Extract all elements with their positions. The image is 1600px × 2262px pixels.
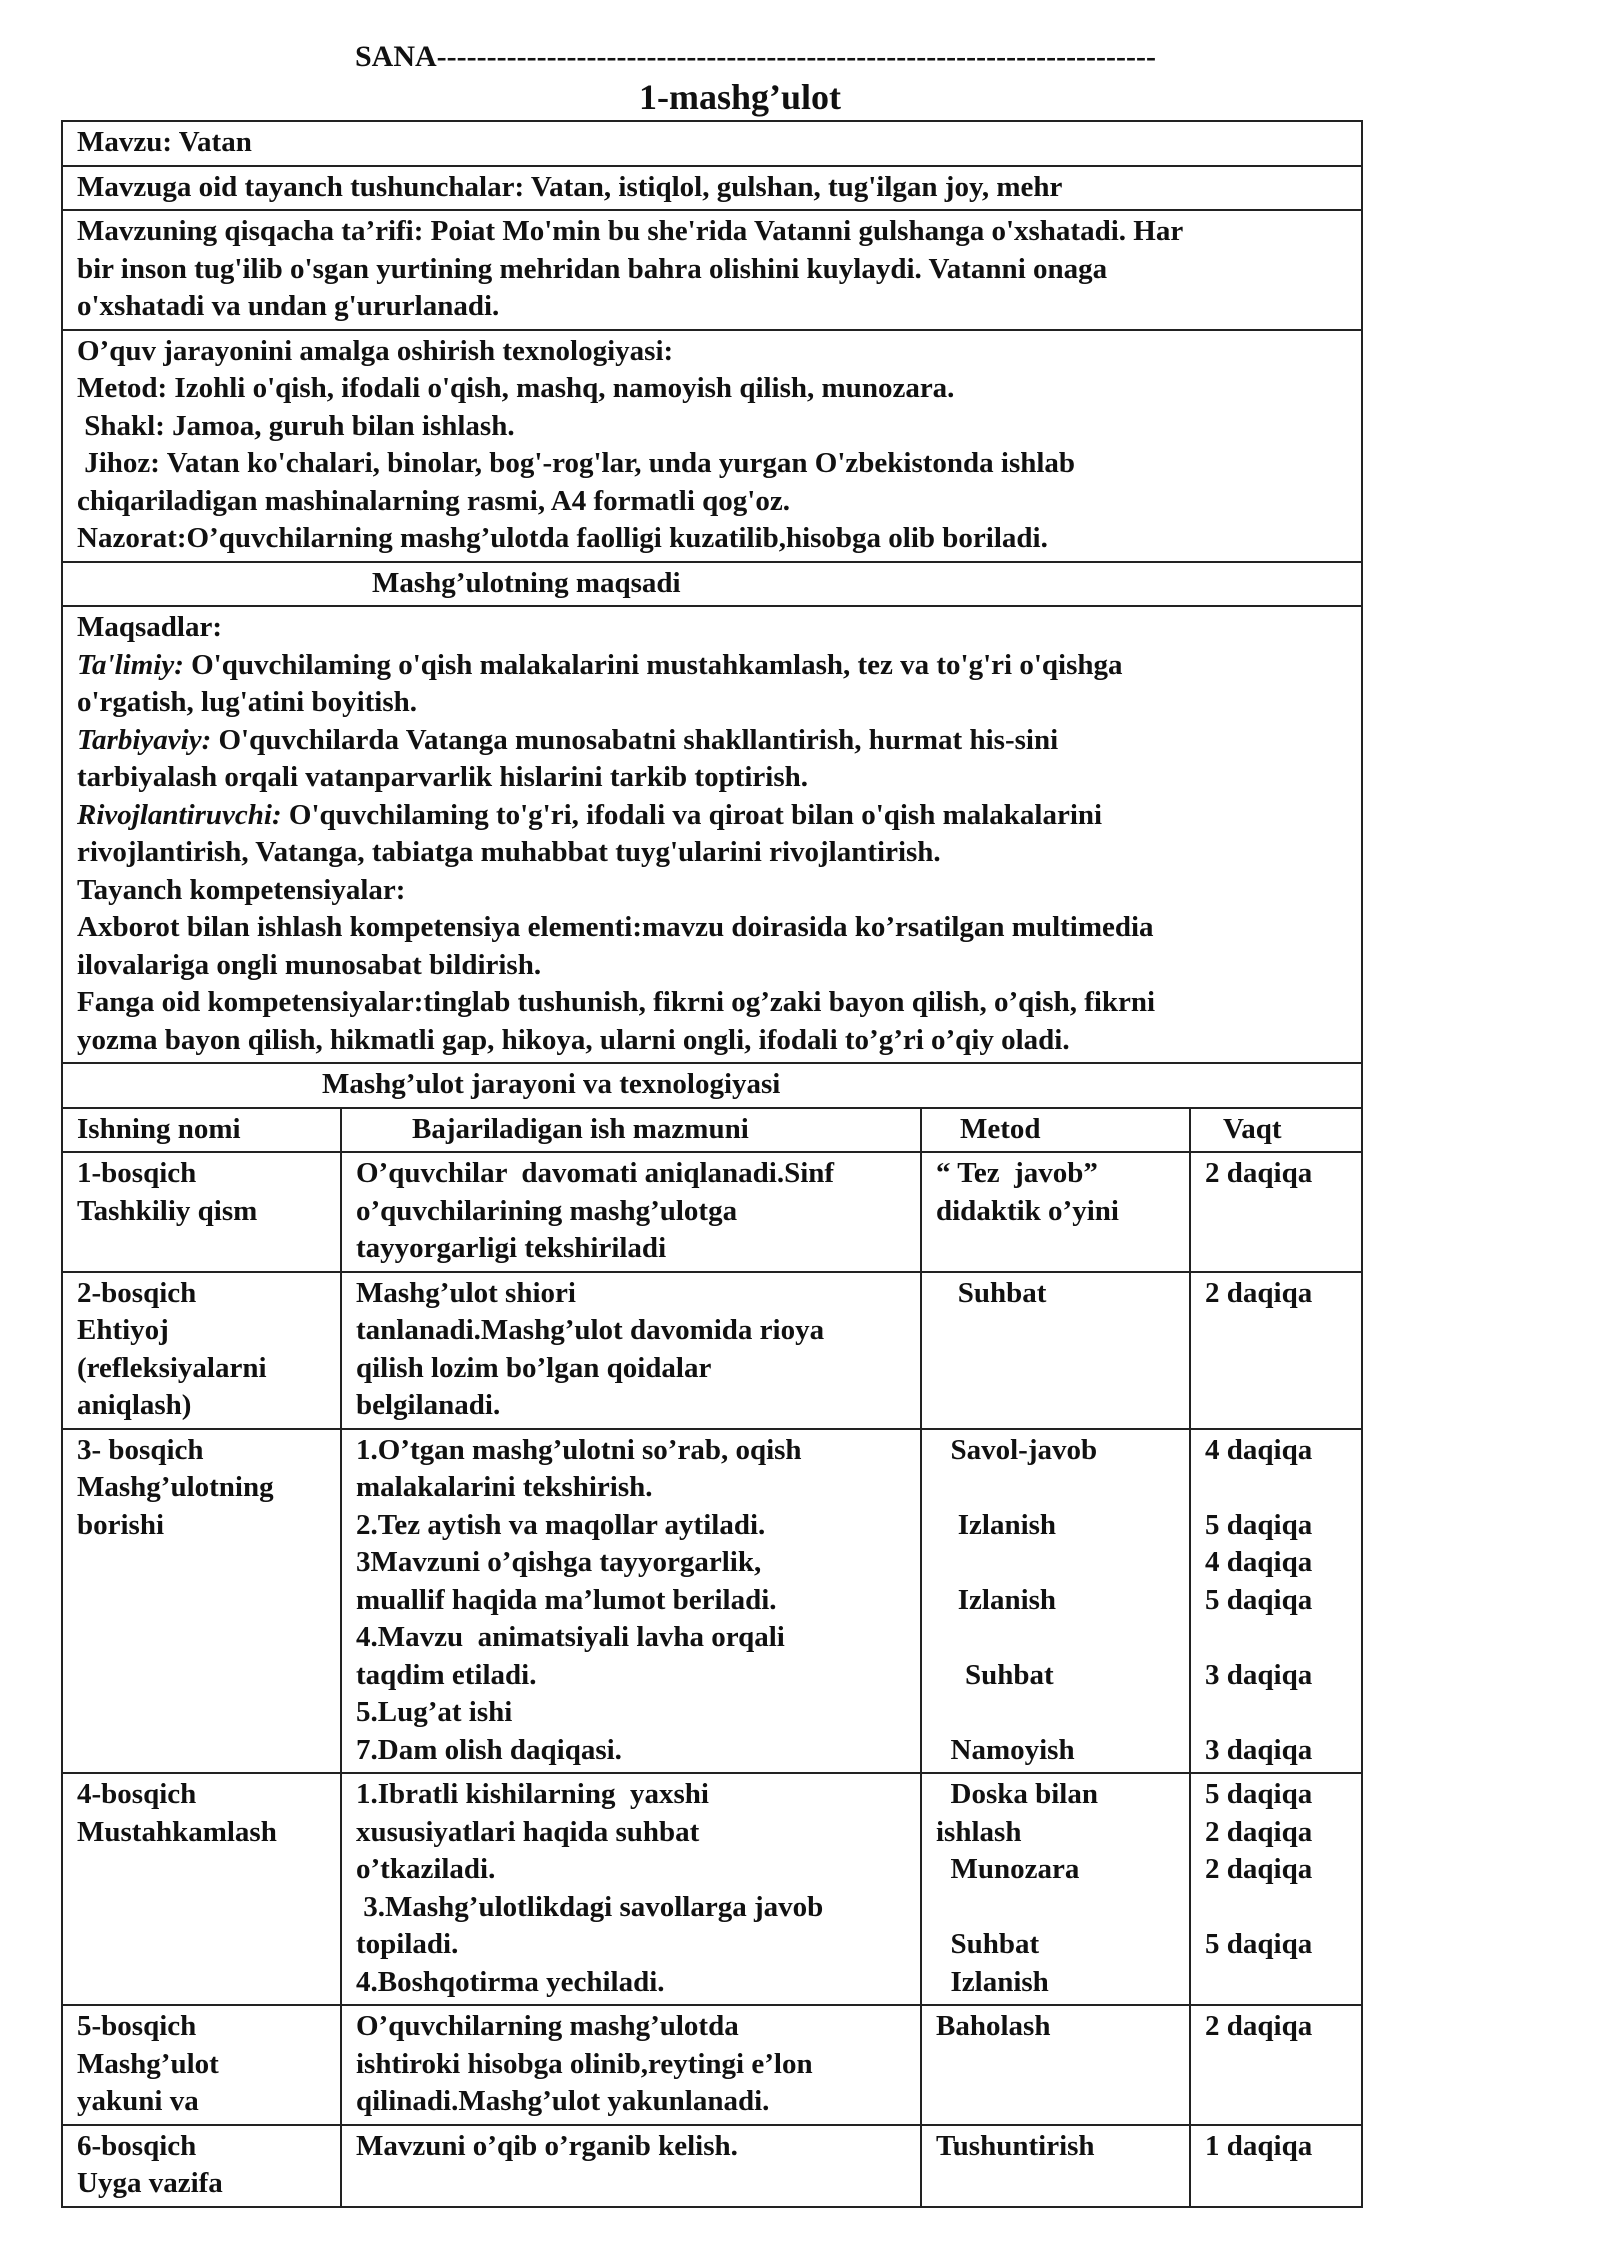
cell-line: 3Mavzuni o’qishga tayyorgarlik, bbox=[356, 1546, 762, 1578]
cell-line: 2 daqiqa bbox=[1205, 1276, 1313, 1309]
cell-line: 5-bosqich bbox=[77, 2010, 197, 2042]
key-concepts-row bbox=[63, 167, 1361, 212]
cell-line: 2.Tez aytish va maqollar aytiladi. bbox=[356, 1508, 766, 1541]
cell-line: 7.Dam olish daqiqasi. bbox=[356, 1733, 622, 1766]
cell-line: belgilanadi. bbox=[356, 1389, 501, 1421]
cell-line: ishlash bbox=[936, 1815, 1022, 1848]
table-row bbox=[63, 1773, 1361, 2005]
cell-line: 1 daqiqa bbox=[1205, 2129, 1313, 2162]
content-cell bbox=[341, 2005, 921, 2125]
cell-line: 4.Mavzu animatsiyali lavha orqali bbox=[356, 1621, 785, 1653]
time-cell bbox=[1190, 1773, 1361, 2005]
cell-line: 3 daqiqa bbox=[1205, 1658, 1313, 1691]
stage-cell bbox=[63, 1272, 341, 1429]
cell-line bbox=[1205, 1694, 1347, 1732]
cell-line: 5 daqiqa bbox=[1205, 1583, 1313, 1616]
cell-line: qilish lozim bo’lgan qoidalar bbox=[356, 1351, 712, 1384]
cell-line: ishtiroki hisobga olinib,reytingi e’lon bbox=[356, 2047, 813, 2080]
column-header-time: Vaqt bbox=[1190, 1109, 1361, 1153]
topic-text: Mavzu: Vatan bbox=[77, 126, 252, 158]
date-line: SANA------------------------------------------------------------------------ bbox=[355, 40, 1156, 73]
cell-line: Mashg’ulot bbox=[77, 2047, 219, 2080]
cell-line: Mustahkamlash bbox=[77, 1815, 277, 1848]
cell-line: Izlanish bbox=[936, 1583, 1057, 1616]
table-row bbox=[63, 1429, 1361, 1774]
column-header-stage: Ishning nomi bbox=[63, 1109, 341, 1153]
cell-line bbox=[1205, 1469, 1347, 1507]
subject-competency: Fanga oid kompetensiyalar:tinglab tushunish, fikrni og’zaki bayon qilish, o’qish, fikrni bbox=[77, 986, 1156, 1018]
cell-line bbox=[1205, 1619, 1347, 1657]
cell-line bbox=[1205, 1964, 1347, 2002]
cell-line: Mashg’ulot shiori bbox=[356, 1276, 576, 1309]
upbringing-objective-cont: tarbiyalash orqali vatanparvarlik hislarini tarkib toptirish. bbox=[77, 761, 809, 793]
cell-line: Namoyish bbox=[936, 1733, 1075, 1766]
technology-line: Jihoz: Vatan ko'chalari, binolar, bog'-rog'lar, unda yurgan O'zbekistonda ishlab bbox=[77, 447, 1076, 479]
cell-line: aniqlash) bbox=[77, 1389, 192, 1421]
cell-line: malakalarini tekshirish. bbox=[356, 1471, 653, 1503]
cell-line: Izlanish bbox=[936, 1508, 1057, 1541]
cell-line: Uyga vazifa bbox=[77, 2167, 223, 2199]
process-table bbox=[63, 1109, 1361, 2206]
cell-line: qilinadi.Mashg’ulot yakunlanadi. bbox=[356, 2085, 770, 2117]
cell-line bbox=[936, 1889, 1175, 1927]
cell-line: 4 daqiqa bbox=[1205, 1433, 1313, 1466]
cell-line: 2 daqiqa bbox=[1205, 1853, 1313, 1885]
content-cell bbox=[341, 1272, 921, 1429]
cell-line: 5 daqiqa bbox=[1205, 1778, 1313, 1810]
table-header-row bbox=[63, 1109, 1361, 1153]
cell-line: Suhbat bbox=[936, 1928, 1040, 1960]
column-header-method: Metod bbox=[921, 1109, 1190, 1153]
educational-text: O'quvchilaming o'qish malakalarini mustahkamlash, tez va to'g'ri o'qishga bbox=[183, 648, 1123, 681]
cell-line: Baholash bbox=[936, 2010, 1051, 2042]
cell-line: Savol-javob bbox=[936, 1433, 1098, 1466]
content-cell bbox=[341, 1773, 921, 2005]
content-cell bbox=[341, 1152, 921, 1272]
cell-line: xususiyatlari haqida suhbat bbox=[356, 1815, 700, 1848]
cell-line: Mashg’ulotning bbox=[77, 1471, 274, 1503]
cell-line: 1.O’tgan mashg’ulotni so’rab, oqish bbox=[356, 1433, 802, 1466]
subject-competency-cont: yozma bayon qilish, hikmatli gap, hikoya, ularni ongli, ifodali to’g’ri o’qiy oladi. bbox=[77, 1023, 1070, 1056]
cell-line: O’quvchilar davomati aniqlanadi.Sinf bbox=[356, 1157, 835, 1189]
information-competency-cont: ilovalariga ongli munosabat bildirish. bbox=[77, 948, 542, 981]
developmental-objective bbox=[77, 797, 1347, 835]
cell-line: 5.Lug’at ishi bbox=[356, 1696, 513, 1728]
cell-line: 2-bosqich bbox=[77, 1276, 197, 1309]
cell-line: Tashkiliy qism bbox=[77, 1194, 258, 1227]
cell-line: O’quvchilarning mashg’ulotda bbox=[356, 2010, 739, 2042]
time-cell bbox=[1190, 1429, 1361, 1774]
cell-line: 5 daqiqa bbox=[1205, 1508, 1313, 1541]
upbringing-label: Tarbiyaviy: bbox=[77, 723, 212, 756]
cell-line bbox=[1205, 1889, 1347, 1927]
technology-row bbox=[63, 331, 1361, 563]
stage-cell bbox=[63, 1152, 341, 1272]
cell-line: Suhbat bbox=[936, 1276, 1047, 1309]
cell-line: 2 daqiqa bbox=[1205, 1815, 1313, 1848]
cell-line: 3 daqiqa bbox=[1205, 1733, 1313, 1766]
goal-heading: Mashg’ulotning maqsadi bbox=[372, 566, 681, 599]
information-competency: Axborot bilan ishlash kompetensiya elementi:mavzu doirasida ko’rsatilgan multimedia bbox=[77, 911, 1154, 943]
method-cell bbox=[921, 2125, 1190, 2206]
cell-line: 2 daqiqa bbox=[1205, 1157, 1313, 1189]
cell-line: 4 daqiqa bbox=[1205, 1546, 1313, 1578]
cell-line: (refleksiyalarni bbox=[77, 1351, 267, 1384]
goal-heading-row bbox=[63, 563, 1361, 608]
process-heading-row bbox=[63, 1064, 1361, 1109]
table-row bbox=[63, 1152, 1361, 1272]
developmental-text: O'quvchilaming to'g'ri, ifodali va qiroat bilan o'qish malakalarini bbox=[281, 798, 1103, 831]
cell-line bbox=[936, 1469, 1175, 1507]
cell-line: tayyorgarligi tekshiriladi bbox=[356, 1232, 667, 1264]
technology-line: Nazorat:O’quvchilarning mashg’ulotda faolligi kuzatilib,hisobga olib boriladi. bbox=[77, 522, 1048, 554]
method-cell bbox=[921, 2005, 1190, 2125]
cell-line: muallif haqida ma’lumot beriladi. bbox=[356, 1583, 777, 1616]
cell-line: 4-bosqich bbox=[77, 1778, 197, 1810]
method-cell bbox=[921, 1152, 1190, 1272]
cell-line: 4.Boshqotirma yechiladi. bbox=[356, 1965, 665, 1998]
topic-summary-row bbox=[63, 211, 1361, 331]
process-table-body bbox=[63, 1109, 1361, 2206]
cell-line: 6-bosqich bbox=[77, 2129, 197, 2162]
method-cell bbox=[921, 1773, 1190, 2005]
cell-line: “ Tez javob” bbox=[936, 1157, 1098, 1189]
lesson-plan-table bbox=[61, 120, 1363, 2208]
technology-line: Shakl: Jamoa, guruh bilan ishlash. bbox=[77, 409, 515, 442]
stage-cell bbox=[63, 1773, 341, 2005]
method-cell bbox=[921, 1429, 1190, 1774]
cell-line: 3- bosqich bbox=[77, 1433, 204, 1466]
technology-line: chiqariladigan mashinalarning rasmi, A4 formatli qog'oz. bbox=[77, 484, 790, 517]
upbringing-objective bbox=[77, 722, 1347, 760]
cell-line: Izlanish bbox=[936, 1965, 1049, 1998]
educational-objective-cont: o'rgatish, lug'atini boyitish. bbox=[77, 686, 418, 718]
table-row bbox=[63, 1272, 1361, 1429]
developmental-label: Rivojlantiruvchi: bbox=[77, 798, 282, 831]
content-cell bbox=[341, 2125, 921, 2206]
objectives-heading: Maqsadlar: bbox=[77, 611, 222, 643]
content-cell bbox=[341, 1429, 921, 1774]
stage-cell bbox=[63, 2005, 341, 2125]
summary-line: Mavzuning qisqacha ta’rifi: Poiat Mo'min bu she'rida Vatanni gulshanga o'xshatadi. Har bbox=[77, 215, 1184, 247]
time-cell bbox=[1190, 2005, 1361, 2125]
summary-line: bir inson tug'ilib o'sgan yurtining mehridan bahra olishini kuylaydi. Vatanni onaga bbox=[77, 252, 1108, 285]
cell-line bbox=[936, 1619, 1175, 1657]
cell-line: Ehtiyoj bbox=[77, 1314, 169, 1346]
cell-line: tanlanadi.Mashg’ulot davomida rioya bbox=[356, 1314, 825, 1346]
cell-line: 2 daqiqa bbox=[1205, 2010, 1313, 2042]
table-row bbox=[63, 2005, 1361, 2125]
cell-line: 1.Ibratli kishilarning yaxshi bbox=[356, 1778, 709, 1810]
cell-line: o’tkaziladi. bbox=[356, 1853, 496, 1885]
time-cell bbox=[1190, 2125, 1361, 2206]
cell-line: 5 daqiqa bbox=[1205, 1928, 1313, 1960]
technology-line: Metod: Izohli o'qish, ifodali o'qish, mashq, namoyish qilish, munozara. bbox=[77, 372, 955, 404]
cell-line: Munozara bbox=[936, 1853, 1080, 1885]
time-cell bbox=[1190, 1152, 1361, 1272]
time-cell bbox=[1190, 1272, 1361, 1429]
cell-line: taqdim etiladi. bbox=[356, 1658, 537, 1691]
cell-line: Tushuntirish bbox=[936, 2129, 1095, 2162]
cell-line: 3.Mashg’ulotlikdagi savollarga javob bbox=[356, 1890, 824, 1923]
stage-cell bbox=[63, 2125, 341, 2206]
cell-line bbox=[936, 1694, 1175, 1732]
column-header-content: Bajariladigan ish mazmuni bbox=[341, 1109, 921, 1153]
technology-line: O’quv jarayonini amalga oshirish texnologiyasi: bbox=[77, 334, 674, 367]
competencies-heading: Tayanch kompetensiyalar: bbox=[77, 873, 406, 906]
key-concepts-text: Mavzuga oid tayanch tushunchalar: Vatan, istiqlol, gulshan, tug'ilgan joy, mehr bbox=[77, 170, 1063, 203]
stage-cell bbox=[63, 1429, 341, 1774]
summary-line: o'xshatadi va undan g'ururlanadi. bbox=[77, 290, 500, 322]
cell-line: Suhbat bbox=[936, 1658, 1054, 1691]
table-row bbox=[63, 2125, 1361, 2206]
cell-line: topiladi. bbox=[356, 1928, 459, 1960]
cell-line: didaktik o’yini bbox=[936, 1194, 1119, 1227]
cell-line: Mavzuni o’qib o’rganib kelish. bbox=[356, 2129, 738, 2162]
process-heading: Mashg’ulot jarayoni va texnologiyasi bbox=[322, 1068, 781, 1100]
cell-line: borishi bbox=[77, 1508, 165, 1541]
page-title: 1-mashg’ulot bbox=[638, 77, 841, 117]
upbringing-text: O'quvchilarda Vatanga munosabatni shakllantirish, hurmat his-sini bbox=[211, 723, 1059, 756]
educational-objective bbox=[77, 647, 1347, 685]
cell-line: 1-bosqich bbox=[77, 1157, 197, 1189]
cell-line: o’quvchilarining mashg’ulotga bbox=[356, 1194, 738, 1227]
topic-row bbox=[63, 122, 1361, 167]
cell-line: yakuni va bbox=[77, 2085, 199, 2117]
method-cell bbox=[921, 1272, 1190, 1429]
developmental-objective-cont: rivojlantirish, Vatanga, tabiatga muhabbat tuyg'ularini rivojlantirish. bbox=[77, 836, 941, 868]
cell-line: Doska bilan bbox=[936, 1778, 1098, 1810]
objectives-row bbox=[63, 607, 1361, 1064]
educational-label: Ta'limiy: bbox=[77, 648, 184, 681]
cell-line bbox=[936, 1544, 1175, 1582]
